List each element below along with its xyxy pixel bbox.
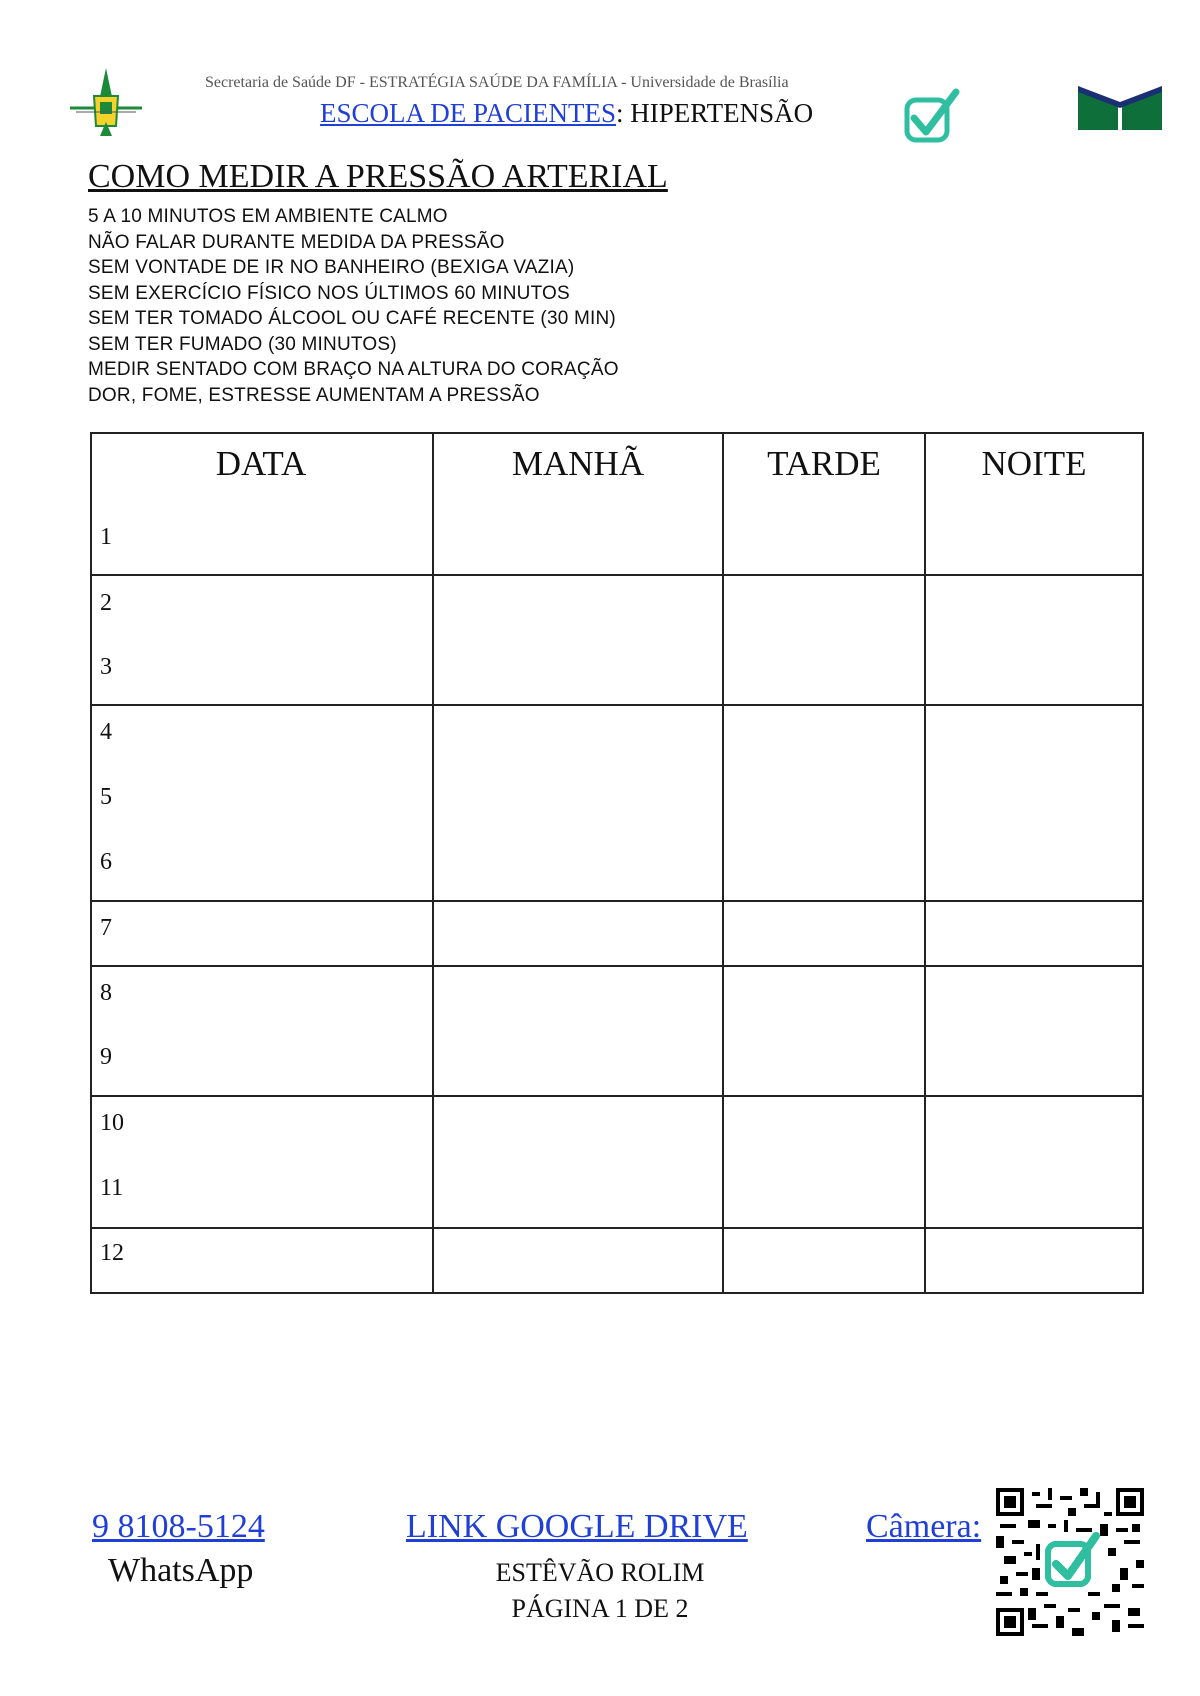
page-title: COMO MEDIR A PRESSÃO ARTERIAL: [88, 158, 668, 195]
column-divider: [432, 432, 434, 1294]
instruction-item: SEM EXERCÍCIO FÍSICO NOS ÚLTIMOS 60 MINUTOS: [88, 282, 570, 304]
row-number: 6: [100, 849, 112, 875]
row-number: 5: [100, 784, 112, 810]
row-number: 8: [100, 980, 112, 1006]
instruction-item: SEM VONTADE DE IR NO BANHEIRO (BEXIGA VAZIA): [88, 257, 575, 278]
row-number: 7: [100, 915, 112, 941]
table-border-right: [1142, 432, 1144, 1294]
column-divider: [722, 432, 724, 1294]
camera-link[interactable]: Câmera:: [866, 1508, 982, 1545]
row-divider: [90, 965, 1144, 967]
row-divider: [90, 704, 1144, 706]
author-name: ESTÊVÃO ROLIM: [495, 1558, 705, 1587]
row-number: 9: [100, 1044, 112, 1070]
phone-link[interactable]: 9 8108-5124: [92, 1508, 265, 1545]
escola-pacientes-link[interactable]: ESCOLA DE PACIENTES: [320, 98, 617, 128]
instruction-item: 5 A 10 MINUTOS EM AMBIENTE CALMO: [88, 206, 448, 227]
instruction-item: DOR, FOME, ESTRESSE AUMENTAM A PRESSÃO: [88, 384, 540, 406]
row-number: 3: [100, 654, 112, 680]
gdf-brasao-icon: [66, 66, 146, 138]
row-divider: [90, 900, 1144, 902]
instruction-item: SEM TER TOMADO ÁLCOOL OU CAFÉ RECENTE (30 MIN): [88, 308, 616, 329]
instruction-item: MEDIR SENTADO COM BRAÇO NA ALTURA DO CORAÇÃO: [88, 359, 619, 380]
row-number: 2: [100, 590, 112, 616]
whatsapp-caption: WhatsApp: [108, 1552, 254, 1589]
checkbox-check-icon: [904, 88, 960, 146]
instruction-list: [88, 204, 619, 408]
row-number: 10: [100, 1110, 124, 1136]
instruction-item: SEM TER FUMADO (30 MINUTOS): [88, 333, 397, 355]
institution-line: Secretaria de Saúde DF - ESTRATÉGIA SAÚDE DA FAMÍLIA - Universidade de Brasília: [205, 74, 789, 91]
column-header-tarde: TARDE: [767, 444, 881, 483]
row-divider: [90, 1095, 1144, 1097]
unb-logo-icon: [1078, 86, 1162, 130]
instruction-item: NÃO FALAR DURANTE MEDIDA DA PRESSÃO: [88, 231, 505, 253]
column-header-data: DATA: [215, 444, 307, 483]
row-divider: [90, 574, 1144, 576]
row-divider: [90, 1227, 1144, 1229]
row-number: 11: [100, 1175, 124, 1201]
column-divider: [924, 432, 926, 1294]
qr-code-icon: [996, 1488, 1144, 1636]
table-border-top: [90, 432, 1144, 434]
row-number: 4: [100, 719, 112, 745]
table-border-bottom: [90, 1292, 1144, 1294]
program-topic: : HIPERTENSÃO: [616, 98, 814, 128]
column-header-manha: MANHÃ: [511, 444, 645, 483]
page-number: PÁGINA 1 DE 2: [511, 1594, 689, 1623]
row-number: 12: [100, 1240, 124, 1266]
row-number: 1: [100, 524, 112, 550]
blood-pressure-table: [90, 432, 1144, 1294]
column-header-noite: NOITE: [981, 444, 1087, 483]
google-drive-link[interactable]: LINK GOOGLE DRIVE: [406, 1508, 748, 1545]
table-border-left: [90, 432, 92, 1294]
